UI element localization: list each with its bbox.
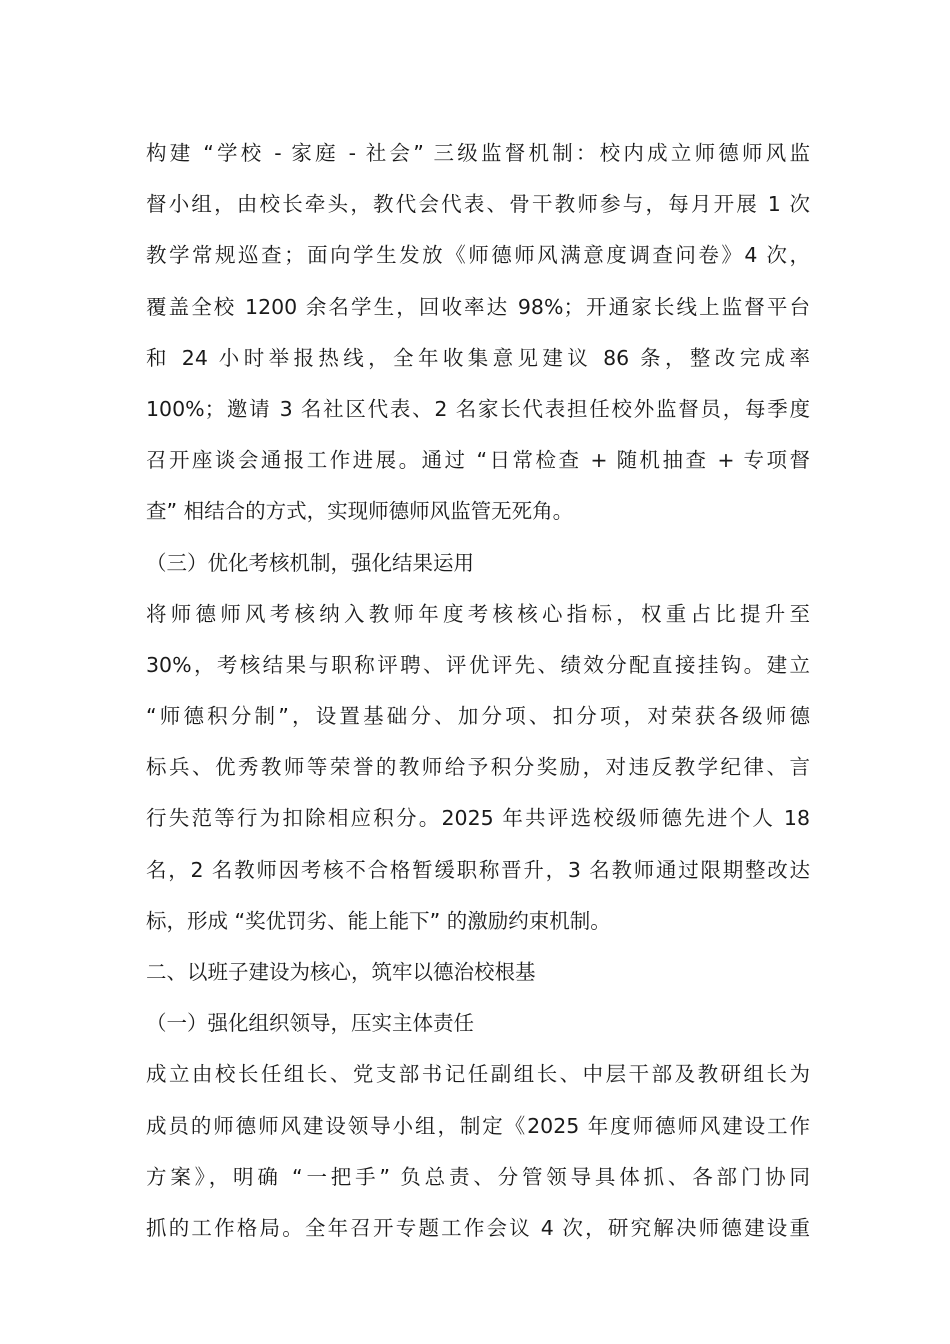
section-heading: （一）强化组织领导，压实主体责任 [146,1011,474,1036]
paragraph-line: 教学常规巡查；面向学生发放《师德师风满意度调查问卷》4 次， [146,243,810,268]
paragraph-line: 行失范等行为扣除相应积分。2025 年共评选校级师德先进个人 18 [146,806,810,831]
paragraph-line: 督小组，由校长牵头，教代会代表、骨干教师参与，每月开展 1 次 [146,192,810,217]
section-heading: （三）优化考核机制，强化结果运用 [146,550,474,575]
paragraph-line: 标，形成 “奖优罚劣、能上能下” 的激励约束机制。 [146,908,611,933]
paragraph-line: 构建 “学校 - 家庭 - 社会” 三级监督机制：校内成立师德师风监 [146,141,810,165]
paragraph-line: 将师德师风考核纳入教师年度考核核心指标，权重占比提升至 [146,601,810,626]
chapter-heading: 二、以班子建设为核心，筑牢以德治校根基 [146,960,536,984]
paragraph-line: “师德积分制”，设置基础分、加分项、扣分项，对荣获各级师德 [146,704,810,729]
paragraph-line: 和 24 小时举报热线，全年收集意见建议 86 条，整改完成率 [146,345,810,370]
paragraph-line: 召开座谈会通报工作进展。通过 “日常检查 + 随机抽查 + 专项督 [146,448,810,473]
paragraph-line: 方案》，明确 “一把手” 负总责、分管领导具体抓、各部门协同 [146,1164,810,1189]
paragraph-line: 覆盖全校 1200 余名学生，回收率达 98%；开通家长线上监督平台 [146,294,810,319]
paragraph-line: 名，2 名教师因考核不合格暂缓职称晋升，3 名教师通过限期整改达 [146,857,810,882]
paragraph-line: 30%，考核结果与职称评聘、评优评先、绩效分配直接挂钩。建立 [146,652,810,677]
paragraph-line: 成立由校长任组长、党支部书记任副组长、中层干部及教研组长为 [146,1062,810,1087]
paragraph-line: 成员的师德师风建设领导小组，制定《2025 年度师德师风建设工作 [146,1113,810,1138]
paragraph-line: 抓的工作格局。全年召开专题工作会议 4 次，研究解决师德建设重 [146,1215,810,1240]
paragraph-line: 标兵、优秀教师等荣誉的教师给予积分奖励，对违反教学纪律、言 [146,755,810,780]
document-body [146,128,810,1254]
paragraph-line: 100%；邀请 3 名社区代表、2 名家长代表担任校外监督员，每季度 [146,396,810,421]
paragraph-line: 查” 相结合的方式，实现师德师风监管无死角。 [146,499,574,524]
